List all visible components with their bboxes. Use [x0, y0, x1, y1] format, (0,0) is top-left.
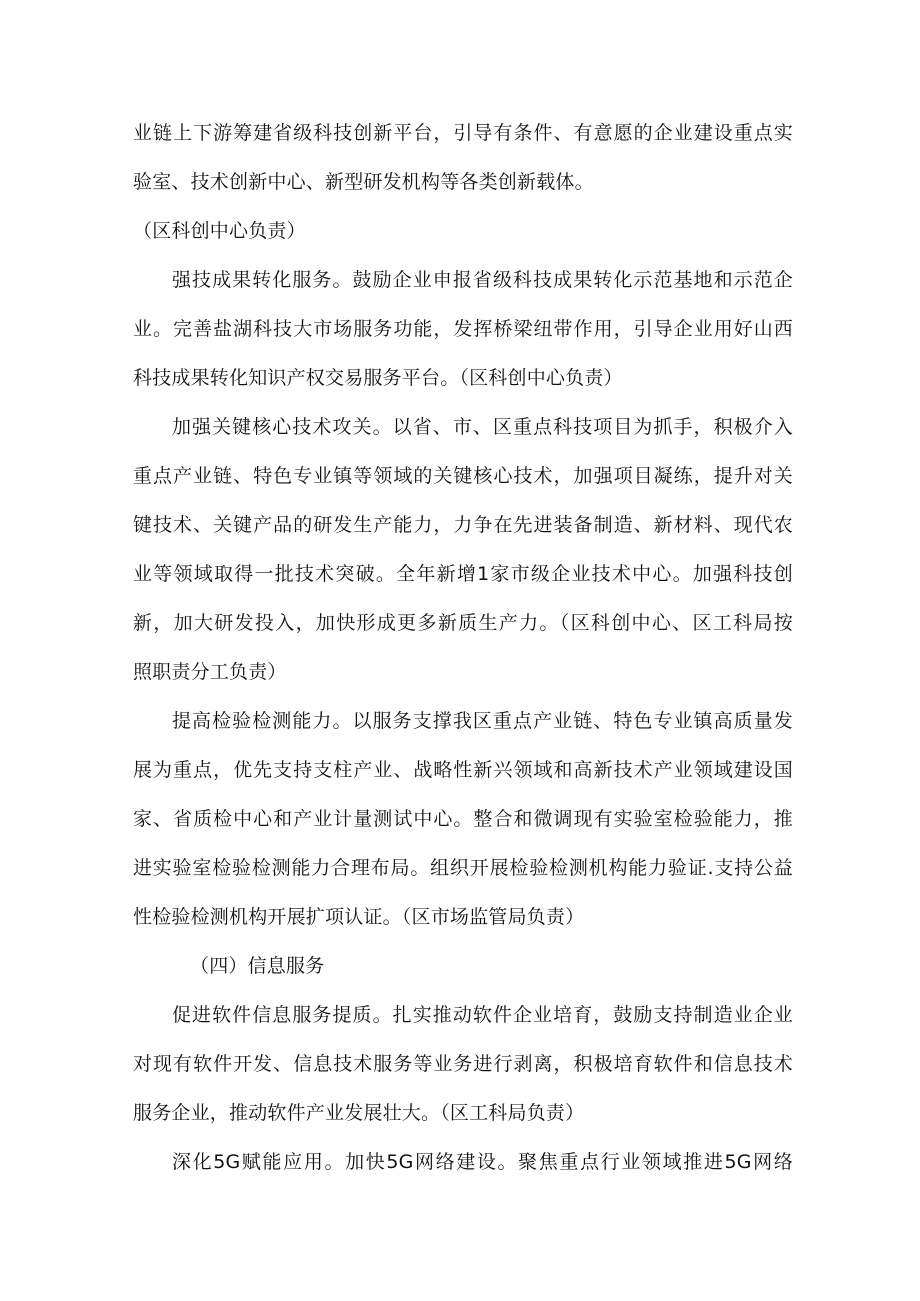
paragraph-line: 重点产业链、特色专业镇等领域的关键核心技术，加强项目凝练，提升对关	[133, 465, 793, 487]
paragraph-line: 提高检验检测能力。以服务支撑我区重点产业链、特色专业镇高质量发	[172, 710, 793, 732]
paragraph-line: 对现有软件开发、信息技术服务等业务进行剥离，积极培育软件和信息技术	[133, 1053, 793, 1075]
paragraph-line: 照职责分工负责）	[133, 661, 287, 683]
paragraph-line: 促进软件信息服务提质。扎实推动软件企业培育，鼓励支持制造业企业	[172, 1004, 793, 1026]
paragraph-line: 性检验检测机构开展扩项认证。（区市场监管局负责）	[133, 906, 585, 928]
paragraph-line: 服务企业，推动软件产业发展壮大。（区工科局负责）	[133, 1102, 585, 1124]
responsibility-note: （区科创中心负责）	[133, 220, 306, 242]
paragraph-line: 键技术、关键产品的研发生产能力，力争在先进装备制造、新材料、现代农	[133, 514, 793, 536]
paragraph-line: 业链上下游筹建省级科技创新平台，引导有条件、有意愿的企业建设重点实	[133, 122, 793, 144]
paragraph-line: 科技成果转化知识产权交易服务平台。（区科创中心负责）	[133, 367, 623, 389]
section-heading: （四）信息服务	[190, 955, 325, 977]
paragraph-line: 新，加大研发投入，加快形成更多新质生产力。（区科创中心、区工科局按	[133, 612, 793, 634]
paragraph-line: 展为重点，优先支持支柱产业、战略性新兴领域和高新技术产业领域建设国	[133, 759, 793, 781]
paragraph-line: 家、省质检中心和产业计量测试中心。整合和微调现有实验室检验能力，推	[133, 808, 793, 830]
paragraph-line: 深化5G赋能应用。加快5G网络建设。聚焦重点行业领域推进5G网络	[172, 1151, 793, 1173]
paragraph-line: 业。完善盐湖科技大市场服务功能，发挥桥梁纽带作用，引导企业用好山西	[133, 318, 793, 340]
paragraph-line: 验室、技术创新中心、新型研发机构等各类创新载体。	[133, 171, 594, 193]
paragraph-line: 进实验室检验检测能力合理布局。组织开展检验检测机构能力验证.支持公益	[133, 857, 793, 879]
paragraph-line: 业等领域取得一批技术突破。全年新增1家市级企业技术中心。加强科技创	[133, 563, 793, 585]
paragraph-line: 强技成果转化服务。鼓励企业申报省级科技成果转化示范基地和示范企	[172, 269, 793, 291]
paragraph-line: 加强关键核心技术攻关。以省、市、区重点科技项目为抓手，积极介入	[172, 416, 793, 438]
